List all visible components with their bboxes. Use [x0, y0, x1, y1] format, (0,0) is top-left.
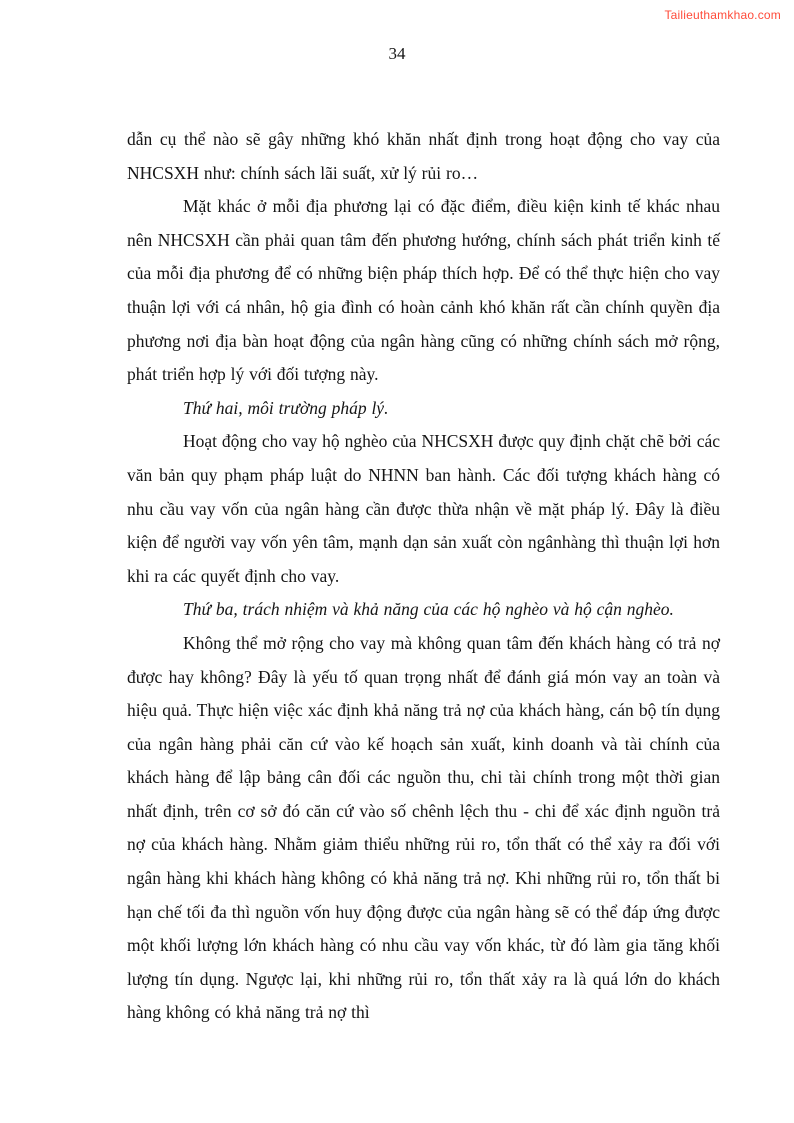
paragraph-body: Hoạt động cho vay hộ nghèo của NHCSXH được quy định chặt chẽ bởi các văn bản quy phạm pháp luật do NHNN ban hành. Các đối tượng khách hàng có nhu cầu vay vốn của ngân hàng cần được thừa nhận về mặt pháp lý. Đây là điều kiện để người vay vốn yên tâm, mạnh dạn sản xuất còn ngânhàng thì thuận lợi hơn khi ra các quyết định cho vay.	[127, 431, 720, 586]
page-number: 34	[388, 44, 406, 63]
paragraph-body: Mặt khác ở mỗi địa phương lại có đặc điểm, điều kiện kinh tế khác nhau nên NHCSXH cần phải quan tâm đến phương hướng, chính sách phát triển kinh tế của mỗi địa phương để có những biện pháp thích hợp. Để có thể thực hiện cho vay thuận lợi với cá nhân, hộ gia đình có hoàn cảnh khó khăn rất cần chính quyền địa phương nơi địa bàn hoạt động của ngân hàng cũng có những chính sách mở rộng, phát triển hợp lý với đối tượng này.	[127, 196, 720, 385]
paragraph-body: Không thể mở rộng cho vay mà không quan tâm đến khách hàng có trả nợ được hay không? Đây là yếu tố quan trọng nhất để đánh giá món vay an toàn và hiệu quả. Thực hiện việc xác định khả năng trả nợ của khách hàng, cán bộ tín dụng của ngân hàng phải căn cứ vào kế hoạch sản xuất, kinh doanh và tài chính của khách hàng để lập bảng cân đối các nguồn thu, chi tài chính trong một thời gian nhất định, trên cơ sở đó căn cứ vào số chênh lệch thu - chi để xác định nguồn trả nợ của khách hàng. Nhằm giảm thiểu những rủi ro, tổn thất có thể xảy ra đối với ngân hàng khi khách hàng không có khả năng trả nợ. Khi những rủi ro, tổn thất bi hạn chế tối đa thì nguồn vốn huy động được của ngân hàng sẽ có thể đáp ứng được một khối lượng lớn khách hàng có nhu cầu vay vốn khác, từ đó làm gia tăng khối lượng tín dụng. Ngược lại, khi những rủi ro, tổn thất xảy ra là quá lớn do khách hàng không có khả năng trả nợ thì	[127, 632, 720, 1023]
paragraph-continuation: dẫn cụ thể nào sẽ gây những khó khăn nhất định trong hoạt động cho vay của NHCSXH như: chính sách lãi suất, xử lý rủi ro…	[127, 129, 720, 183]
watermark-text: Tailieuthamkhao.com	[664, 8, 781, 22]
section-heading-italic: Thứ hai, môi trường pháp lý.	[183, 397, 389, 418]
document-content	[127, 123, 720, 1030]
section-heading-italic: Thứ ba, trách nhiệm và khả năng của các hộ nghèo và hộ cận nghèo.	[183, 599, 674, 620]
